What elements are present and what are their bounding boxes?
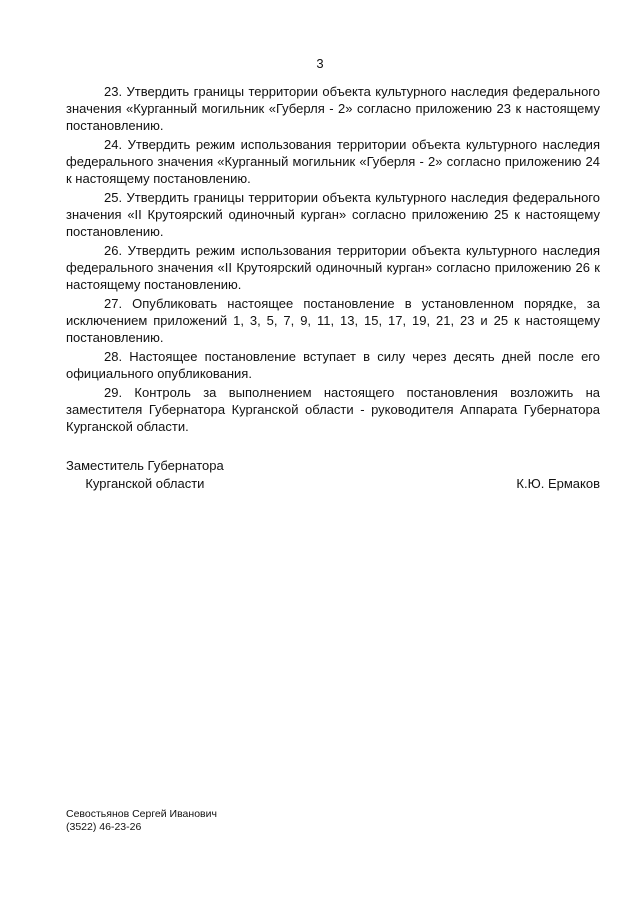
executor-footer (66, 808, 217, 834)
paragraph-29: 29. Контроль за выполнением настоящего постановления возложить на заместителя Губернатора Курганской области - руководителя Аппарата Губернатора Курганской области. (66, 385, 600, 434)
signatory-name: К.Ю. Ермаков (516, 476, 600, 491)
signatory-position (66, 457, 224, 493)
paragraph-24: 24. Утвердить режим использования территории объекта культурного наследия федерального значения «Курганный могильник «Губерля - 2» согласно приложению 24 к настоящему постановлению. (66, 137, 600, 186)
paragraph-27: 27. Опубликовать настоящее постановление в установленном порядке, за исключением приложений 1, 3, 5, 7, 9, 11, 13, 15, 17, 19, 21, 23 и 25 к настоящему постановлению. (66, 296, 600, 345)
paragraph-25: 25. Утвердить границы территории объекта культурного наследия федерального значения «II Крутоярский одиночный курган» согласно приложению 25 к настоящему постановлению. (66, 190, 600, 239)
document-body (66, 83, 600, 437)
paragraph-23: 23. Утвердить границы территории объекта культурного наследия федерального значения «Курганный могильник «Губерля - 2» согласно приложению 23 к настоящему постановлению. (66, 84, 600, 133)
page-number: 3 (316, 56, 324, 71)
executor-name: Севостьянов Сергей Иванович (66, 808, 217, 820)
executor-phone: (3522) 46-23-26 (66, 821, 142, 833)
signatory-position-line-2: Курганской области (85, 476, 205, 491)
signature-block (66, 457, 600, 493)
paragraph-28: 28. Настоящее постановление вступает в силу через десять дней после его официального опубликования. (66, 349, 600, 381)
paragraph-26: 26. Утвердить режим использования территории объекта культурного наследия федерального значения «II Крутоярский одиночный курган» согласно приложению 26 к настоящему постановлению. (66, 243, 600, 292)
signatory-position-line-1: Заместитель Губернатора (66, 458, 224, 473)
